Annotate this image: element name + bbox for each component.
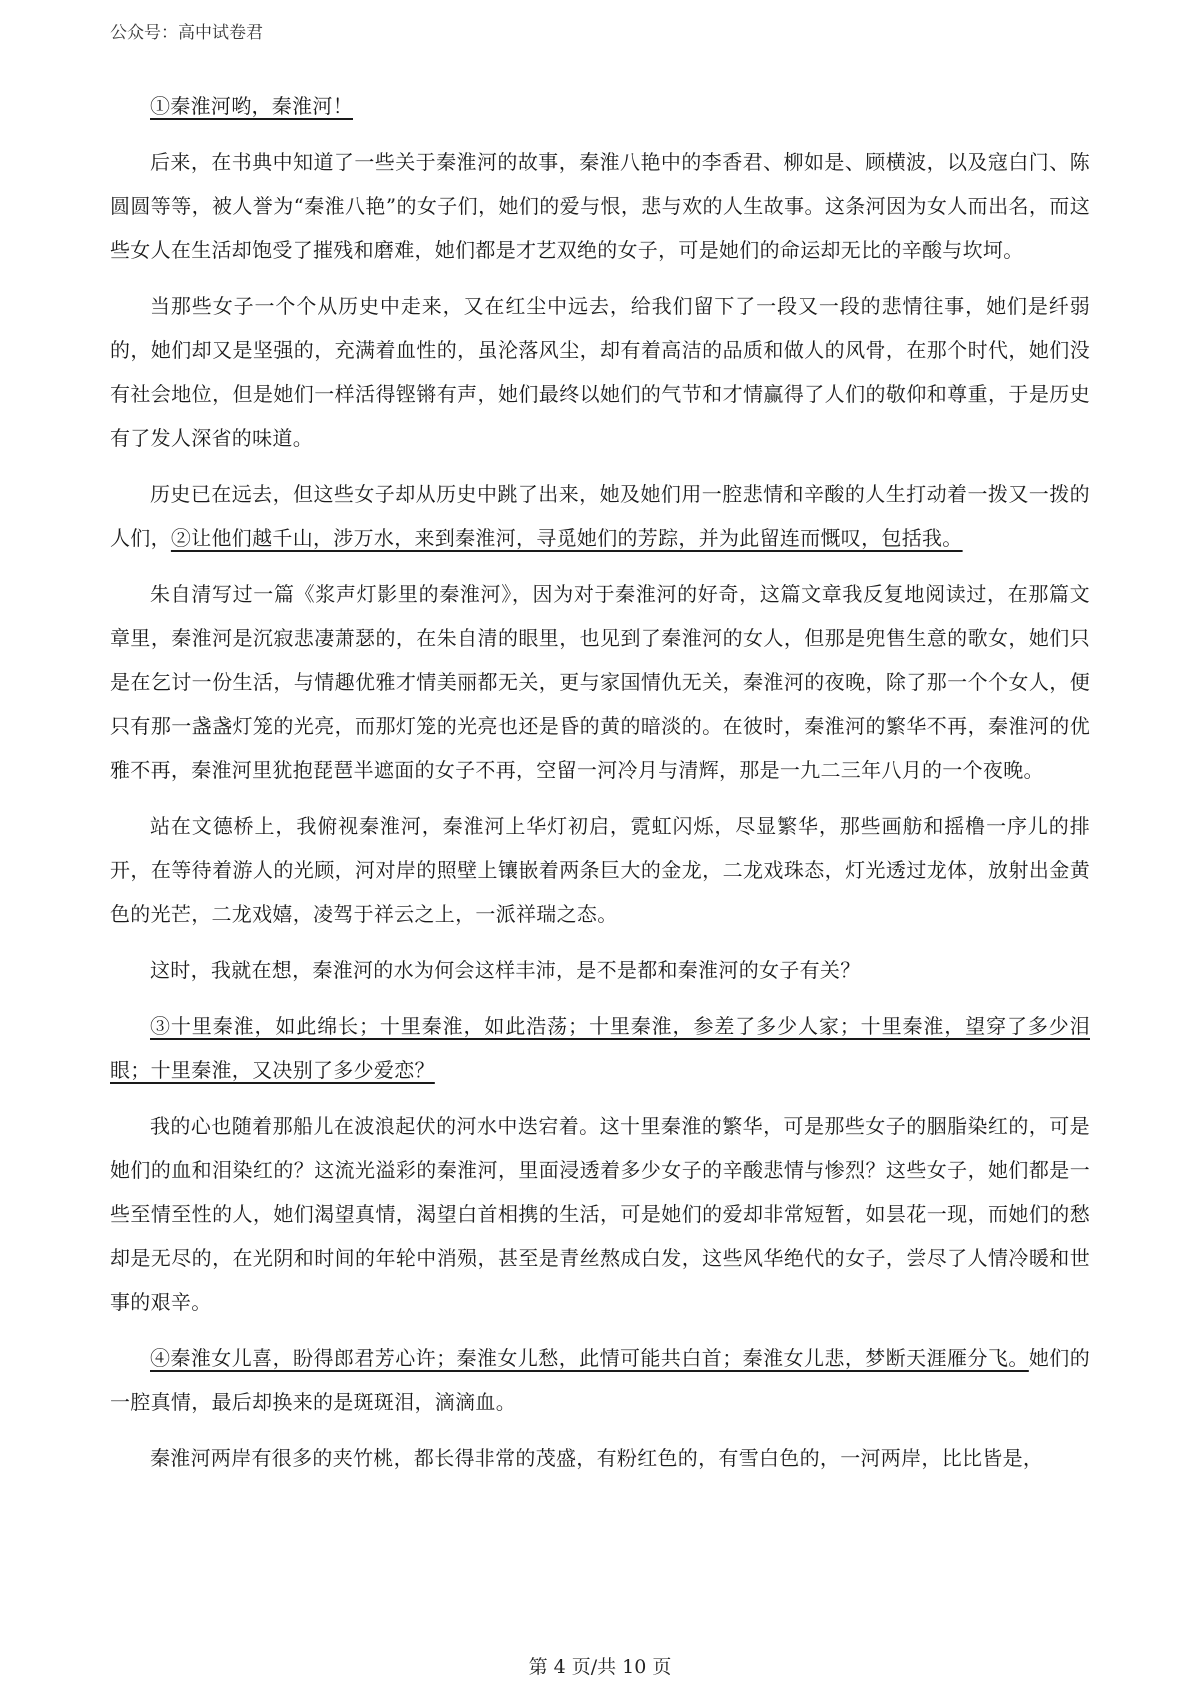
underlined-sentence: ②让他们越千山，涉万水，来到秦淮河，寻觅她们的芳踪，并为此留连而慨叹，包括我。 — [170, 526, 963, 550]
header-note: 公众号：高中试卷君 — [110, 23, 263, 43]
paragraph — [110, 84, 1090, 128]
paragraph — [110, 140, 1090, 272]
paragraph-text: 朱自清写过一篇《浆声灯影里的秦淮河》，因为对于秦淮河的好奇，这篇文章我反复地阅读过，在那篇文章里，秦淮河是沉寂悲凄萧瑟的，在朱自清的眼里，也见到了秦淮河的女人，但那是兜售生意的歌女，她们只是在乞讨一份生活，与情趣优雅才情美丽都无关，更与家国情仇无关，秦淮河的夜晚，除了那一个个女人，便只有那一盏盏灯笼的光亮，而那灯笼的光亮也还是昏的黄的暗淡的。在彼时，秦淮河的繁华不再，秦淮河的优雅不再，秦淮河里犹抱琵琶半遮面的女子不再，空留一河冷月与清辉，那是一九二三年八月的一个夜晚。 — [110, 582, 1090, 782]
paragraph-text: 这时，我就在想，秦淮河的水为何会这样丰沛，是不是都和秦淮河的女子有关？ — [150, 958, 861, 982]
paragraph-text: 当那些女子一个个从历史中走来，又在红尘中远去，给我们留下了一段又一段的悲情往事，她们是纤弱的，她们却又是坚强的，充满着血性的，虽沦落风尘，却有着高洁的品质和做人的风骨，在那个时代，她们没有社会地位，但是她们一样活得铿锵有声，她们最终以她们的气节和才情赢得了人们的敬仰和尊重，于是历史有了发人深省的味道。 — [110, 294, 1090, 450]
paragraph — [110, 1104, 1090, 1324]
paragraph — [110, 1436, 1090, 1480]
paragraph — [110, 1004, 1090, 1092]
underlined-sentence: ④秦淮女儿喜，盼得郎君芳心许；秦淮女儿愁，此情可能共白首；秦淮女儿悲，梦断天涯雁分飞。 — [150, 1346, 1029, 1370]
paragraph-text: 秦淮河两岸有很多的夹竹桃，都长得非常的茂盛，有粉红色的，有雪白色的，一河两岸，比比皆是， — [150, 1446, 1044, 1470]
paragraph-text: 站在文德桥上，我俯视秦淮河，秦淮河上华灯初启，霓虹闪烁，尽显繁华，那些画舫和摇橹一序儿的排开，在等待着游人的光顾，河对岸的照壁上镶嵌着两条巨大的金龙，二龙戏珠态，灯光透过龙体，放射出金黄色的光芒，二龙戏嬉，凌驾于祥云之上，一派祥瑞之态。 — [110, 814, 1090, 926]
paragraph — [110, 472, 1090, 560]
paragraph-text: 她们的一腔真情，最后却换来的是斑斑泪，滴滴血。 — [110, 1346, 1090, 1414]
underlined-sentence: ①秦淮河哟，秦淮河！ — [150, 94, 353, 118]
page-number: 第 4 页/共 10 页 — [528, 1656, 672, 1678]
paragraph-text: 历史已在远去，但这些女子却从历史中跳了出来，她及她们用一腔悲情和辛酸的人生打动着一拨又一拨的人们， — [110, 482, 1090, 550]
underlined-sentence: ③十里秦淮，如此绵长；十里秦淮，如此浩荡；十里秦淮，参差了多少人家；十里秦淮，望穿了多少泪眼；十里秦淮，又决别了多少爱恋？ — [110, 1014, 1090, 1082]
paragraph-text: 后来，在书典中知道了一些关于秦淮河的故事，秦淮八艳中的李香君、柳如是、顾横波，以及寇白门、陈圆圆等等，被人誉为“秦淮八艳”的女子们，她们的爱与恨，悲与欢的人生故事。这条河因为女人而出名，而这些女人在生活却饱受了摧残和磨难，她们都是才艺双绝的女子，可是她们的命运却无比的辛酸与坎坷。 — [110, 150, 1090, 262]
paragraph-text: 我的心也随着那船儿在波浪起伏的河水中迭宕着。这十里秦淮的繁华，可是那些女子的胭脂染红的，可是她们的血和泪染红的？这流光溢彩的秦淮河，里面浸透着多少女子的辛酸悲情与惨烈？这些女子，她们都是一些至情至性的人，她们渴望真情，渴望白首相携的生活，可是她们的爱却非常短暂，如昙花一现，而她们的愁却是无尽的，在光阴和时间的年轮中消殒，甚至是青丝熬成白发，这些风华绝代的女子，尝尽了人情冷暖和世事的艰辛。 — [110, 1114, 1090, 1314]
paragraph — [110, 948, 1090, 992]
article-body — [110, 84, 1090, 1480]
paragraph — [110, 572, 1090, 792]
paragraph — [110, 1336, 1090, 1424]
paragraph — [110, 284, 1090, 460]
paragraph — [110, 804, 1090, 936]
